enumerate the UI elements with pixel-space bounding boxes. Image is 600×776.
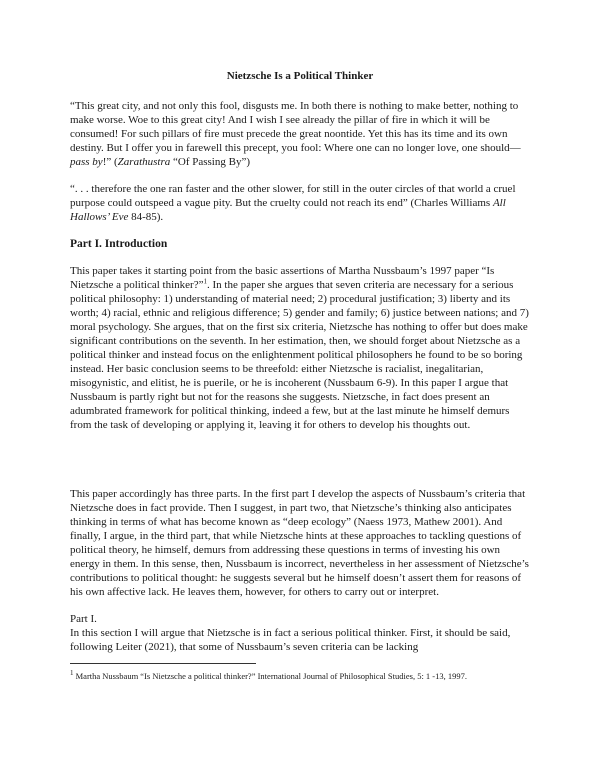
epigraph-williams bbox=[70, 182, 530, 224]
epigraph-1-source-rest: “Of Passing By”) bbox=[170, 156, 250, 168]
footnote-text: Martha Nussbaum “Is Nietzsche a political thinker?” International Journal of Philosophical Studies, 5: 1 -13, 1997. bbox=[73, 671, 468, 681]
part-label: Part I. bbox=[70, 613, 97, 625]
para1-before: This paper takes it starting point from the basic assertions of Martha Nussbaum’s 1997 paper “Is Nietzsche a political thinker?” bbox=[70, 265, 495, 291]
epigraph-1-after: !” ( bbox=[102, 156, 118, 168]
epigraph-1-text: “This great city, and not only this fool, disgusts me. In both there is nothing to make better, nothing to make worse. Woe to this great city! And I wish I see already the pillar of fire in which it will be consumed! For such pillars of fire must precede the great noontide. Yet this has its time and its own destiny. But I offer you in farewell this precept, you fool: Where one can no longer love, one should— bbox=[70, 100, 521, 154]
paragraph-structure: This paper accordingly has three parts. In the first part I develop the aspects of Nussbaum’s criteria that Nietzsche does in fact provide. Then I suggest, in part two, that Nietzsche’s thinking also anticipates thinking in terms of what has become known as “deep ecology” (Naess 1973, Mathew 2001). And finally, I argue, in the third part, that while Nietzsche hints at these approaches to tackling questions of political theory, he himself, demurs from addressing these questions in terms of investing his own energy in them. In this sense, then, Nussbaum is incorrect, nevertheless in her assessment of Nietzsche’s contributions to political thought: he suggests several but he himself doesn’t assert them for reasons of his own affective lack. He leaves them, however, for others to carry out or interpret. bbox=[70, 488, 529, 598]
epigraph-zarathustra bbox=[70, 99, 530, 169]
epigraph-2-text: “. . . therefore the one ran faster and the other slower, for still in the outer circles of that world a cruel purpose could outspeed a vague pity. But the cruelty could not reach its end” (Charles Williams bbox=[70, 183, 516, 209]
footnote bbox=[70, 670, 530, 682]
paper-title: Nietzsche Is a Political Thinker bbox=[226, 70, 374, 82]
epigraph-2-italic: All Hallows’ Eve bbox=[70, 197, 506, 223]
para1-after: . In the paper she argues that seven criteria are necessary for a serious political philosophy: 1) understanding of material need; 2) procedural justification; 3) liberty and its worth; 4) racial, ethnic and religious difference; 5) gender and family; 6) justice between nations; and 7) moral psychology. She argues, that on the first six criteria, Nietzsche has nothing to offer but does make significant contributions on the seventh. In her estimation, then, we should forget about Nietzsche as a political thinker and instead focus on the enlightenment political philosophers he found to be so boring instead. Her basic conclusion seems to be threefold: either Nietzsche is racialist, inegalitarian, misogynistic, and elitist, he is puerile, or he is incoherent (Nussbaum 6-9). In this paper I argue that Nussbaum is partly right but not for the reasons she suggests. Nietzsche, in fact does present an adumbrated framework for political thinking, indeed a few, but at the last minute he himself demurs from the task of developing or applying it, leaving it for others to develop his thoughts out. bbox=[70, 279, 529, 431]
epigraph-2-after: 84-85). bbox=[128, 211, 164, 223]
paragraph-part-one: In this section I will argue that Nietzsche is in fact a serious political thinker. First, it should be said, following Leiter (2021), that some of Nussbaum’s seven criteria can be lacking bbox=[70, 627, 511, 653]
section-heading-introduction: Part I. Introduction bbox=[70, 238, 168, 250]
footnote-number: 1 bbox=[70, 669, 74, 678]
epigraph-1-italic: pass by bbox=[70, 156, 103, 168]
footnote-ref: 1 bbox=[203, 277, 207, 286]
paragraph-introduction bbox=[70, 264, 530, 432]
epigraph-1-source: Zarathustra bbox=[117, 156, 171, 168]
footnote-divider bbox=[70, 663, 256, 664]
